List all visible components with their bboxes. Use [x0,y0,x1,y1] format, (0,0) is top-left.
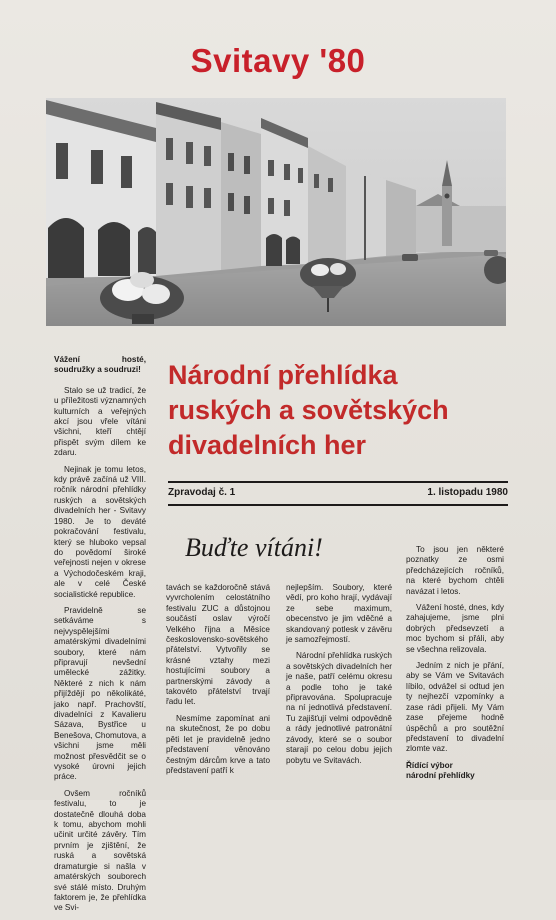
signature-line: Řídící výbor [406,760,453,770]
article-column-1 [166,583,270,782]
paragraph: Ovšem ročníků festivalu, to je dostatečně dlouhá doba k tomu, abychom mohli učinit určité závěry. Tím prvním je zjištění, že ruská a sovětská dramaturgie si našla v amatérských souborech své stálé místo. Druhým faktorem je, že přehlídka ve Svi- [54,788,146,913]
article-column-2 [286,583,392,772]
issue-number: Zpravodaj č. 1 [168,487,236,498]
paragraph: Stalo se už tradicí, že u příležitosti významných kulturních a veřejných akcí jsou vřele vítáni všichni, kteří chtějí přispět svým dílem ke zdaru. [54,385,146,458]
article-column-3 [406,545,504,782]
signature-line: národní přehlídky [406,771,475,781]
headline-line: Národní přehlídka [168,360,398,390]
paragraph: Jedním z nich je přání, aby se Vám ve Svitavách líbilo, odvážel si odtud jen ty nejhezčí vzpomínky a zase rádi přijeli. My Vám zase přejeme hodně úspěchů a pro soutěžní představení to divadelní zlomte vaz. [406,661,504,754]
paragraph: Národní přehlídka ruských a sovětských divadelních her je naše, patří celému okresu a podle toho je také připravována. Spolupracuje na ní jednotlivá představení. Tu zajišťují velmi odpovědně a rády jednotlivé patronátní závody, které se o soubor starají po celou dobu jejich pobytu ve Svitavách. [286,651,392,765]
signature [406,761,504,782]
masthead-title: Svitavy '80 [190,42,366,79]
paragraph: Nejinak je tomu letos, kdy právě začíná už VIII. ročník národní přehlídky ruských a sovětských divadelních her - Svitavy 1980. Je to deváté pokračování festivalu, který se hluboko vepsal do povědomí široké veřejnosti nejen v okrese a Východočeském kraji, ale v celé České socialistické republice. [54,464,146,599]
divider [168,504,508,506]
greeting: Vážení hosté, soudružky a soudruzi! [54,355,146,375]
welcome-title: Buďte vítáni! [185,533,323,562]
paragraph: Pravidelně se setkáváme s nejvyspělejšími amatérskými divadelními soubory, které nám připravují nevšední umělecké zážitky. Některé z nich k nám přijíždějí po několikáté, jako např. Prachovští, divadelníci z Kavalieru Sázava, Bystřice u Benešova, Chomutova, a všichni jsme měli možnost přesvědčit se o vysoké úrovni jejich práce. [54,605,146,782]
photo-illustration [46,98,506,326]
main-headline [168,358,518,463]
intro-column [54,355,146,920]
headline-line: divadelních her [168,430,367,460]
issue-date: 1. listopadu 1980 [427,487,508,498]
divider [168,481,508,483]
paragraph: Vážení hosté, dnes, kdy zahajujeme, jsme plni dobrých předsevzetí a moc bychom si přáli, aby se všechna relizovala. [406,603,504,654]
paragraph: tavách se každoročně stává vyvrcholením celostátního festivalu ZUC a důstojnou součástí oslav výročí Velkého října a Měsíce československo-sovětského přátelství. Vytvořily se krásné vztahy mezi hostujícími soubory a partnerskými závody a takovéto přátelství trvají řadu let. [166,583,270,707]
paragraph: nejlepším. Soubory, které vědí, pro koho hrají, vydávají ze sebe maximum, obecenstvo je jim vděčné a skandovaný potlesk v závěru je samozřejmostí. [286,583,392,645]
town-square-photo [46,98,506,326]
headline-line: ruských a sovětských [168,395,449,425]
paragraph: To jsou jen některé poznatky ze osmi předcházejících ročníků, na které bychom chtěli navázat i letos. [406,545,504,596]
paragraph: Nesmíme zapomínat ani na skutečnost, že po dobu pěti let je pravidelně jedno představení věnováno čestným dárcům krve a tato představení patří k [166,713,270,775]
